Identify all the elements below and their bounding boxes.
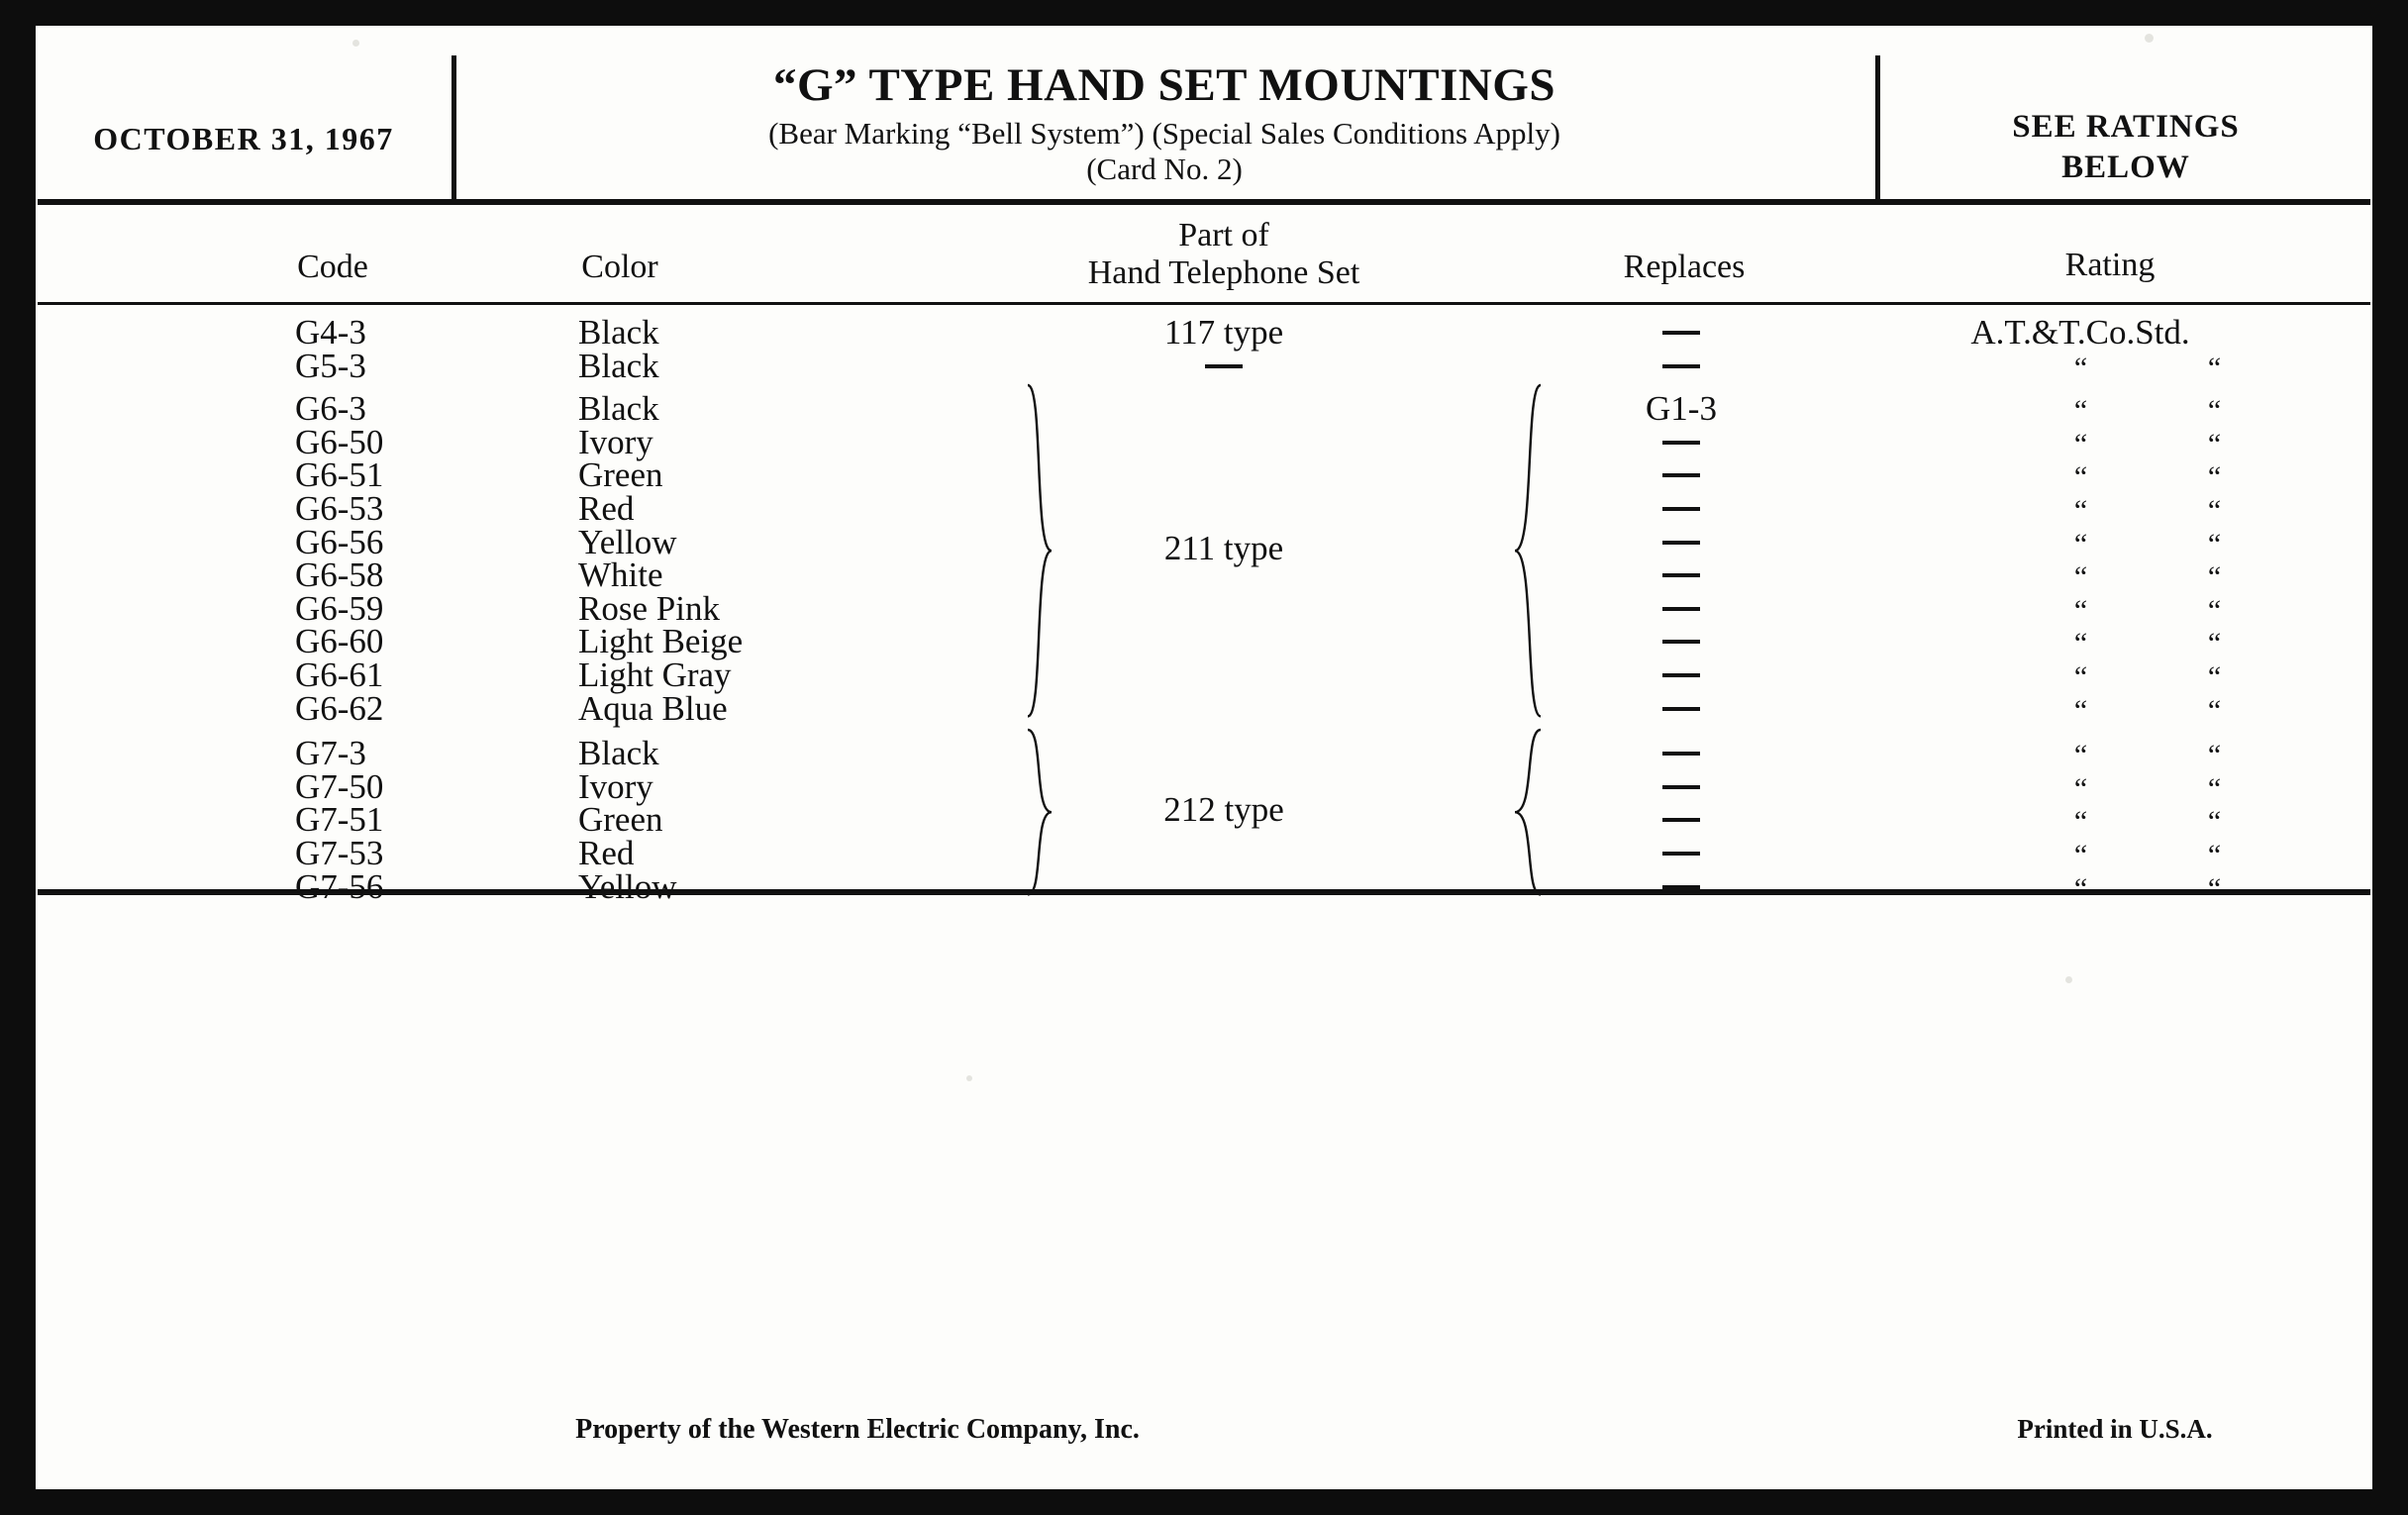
cell-code: G5-3 xyxy=(295,346,366,385)
table-row xyxy=(36,734,2372,773)
column-header-part-line1: Part of xyxy=(1178,217,1269,253)
cell-rating xyxy=(2074,347,2086,386)
ditto-mark: “ xyxy=(2073,805,2087,839)
cell-code: G6-50 xyxy=(295,422,384,461)
ratings-note xyxy=(1883,107,2368,189)
ditto-mark: “ xyxy=(2073,660,2087,693)
ditto-mark: “ xyxy=(2207,527,2221,560)
issue-date: OCTOBER 31, 1967 xyxy=(93,121,394,156)
table-row xyxy=(36,588,2372,628)
cell-code: G6-61 xyxy=(295,656,384,694)
cell-part-of-set xyxy=(1205,347,1243,386)
cell-color: Green xyxy=(578,800,663,840)
cell-code: G6-3 xyxy=(295,389,366,429)
cell-color: Ivory xyxy=(578,766,653,806)
cell-rating xyxy=(2074,689,2086,729)
paper-speckle xyxy=(2145,34,2154,43)
dash-mark xyxy=(1662,607,1700,611)
table-row xyxy=(36,688,2372,728)
ditto-mark: “ xyxy=(2207,627,2221,660)
dash-mark xyxy=(1662,673,1700,677)
cell-code: G6-60 xyxy=(295,622,384,661)
cell-rating-second xyxy=(2208,689,2220,729)
cell-code: G6-51 xyxy=(295,455,384,495)
ratings-note-line2: BELOW xyxy=(2061,150,2190,186)
card-title-quoted: “G” xyxy=(772,59,858,111)
cell-code: G6-58 xyxy=(295,556,384,595)
ditto-mark: “ xyxy=(2073,527,2087,560)
cell-color: Green xyxy=(578,455,663,495)
ditto-mark: “ xyxy=(2073,593,2087,627)
cell-color: Black xyxy=(578,389,659,429)
cell-color: Red xyxy=(578,489,635,528)
cell-code: G7-53 xyxy=(295,834,384,872)
ditto-mark: “ xyxy=(2073,394,2087,428)
ditto-mark: “ xyxy=(2073,427,2087,460)
ditto-mark: “ xyxy=(2073,627,2087,660)
cell-code: G6-59 xyxy=(295,588,384,628)
cell-color: Black xyxy=(578,313,659,352)
table-row xyxy=(36,346,2372,385)
ditto-mark: “ xyxy=(2207,871,2221,905)
printed-notice: Printed in U.S.A. xyxy=(2017,1414,2213,1444)
cell-rating-second xyxy=(2208,347,2220,386)
cell-color: Light Gray xyxy=(578,656,732,694)
paper-speckle xyxy=(2065,976,2072,983)
ditto-mark: “ xyxy=(2073,351,2087,384)
ditto-mark: “ xyxy=(2073,460,2087,494)
table-row xyxy=(36,313,2372,352)
header-center xyxy=(461,61,1867,187)
table-row xyxy=(36,389,2372,429)
cell-part-of-set: 117 type xyxy=(1163,313,1284,352)
table-body xyxy=(36,305,2372,906)
ditto-mark: “ xyxy=(2207,460,2221,494)
table-row xyxy=(36,489,2372,528)
dash-mark xyxy=(1662,507,1700,511)
ditto-mark: “ xyxy=(2207,739,2221,772)
dash-mark xyxy=(1662,441,1700,445)
catalog-card xyxy=(36,26,2372,1489)
cell-color: Aqua Blue xyxy=(578,688,728,728)
group-brace-right xyxy=(1511,383,1545,718)
group-brace-left xyxy=(1026,728,1059,896)
cell-color: Yellow xyxy=(578,866,677,906)
ditto-mark: “ xyxy=(2207,494,2221,527)
ditto-mark: “ xyxy=(2073,560,2087,594)
cell-replaces: G1-3 xyxy=(1646,389,1717,429)
cell-replaces xyxy=(1662,347,1700,386)
ditto-mark: “ xyxy=(2073,739,2087,772)
cell-color: Ivory xyxy=(578,422,653,461)
dash-mark xyxy=(1662,640,1700,644)
column-header-replaces: Replaces xyxy=(1623,249,1746,285)
cell-rating xyxy=(2074,867,2086,907)
card-subtitle-1: (Bear Marking “Bell System”) (Special Sales Conditions Apply) xyxy=(768,116,1560,152)
group-brace-right xyxy=(1511,728,1545,896)
cell-code: G6-56 xyxy=(295,522,384,561)
card-header xyxy=(36,26,2372,199)
dash-mark xyxy=(1205,364,1243,368)
ditto-mark: “ xyxy=(2073,839,2087,871)
table-row xyxy=(36,422,2372,461)
card-subtitle-2: (Card No. 2) xyxy=(1086,151,1243,186)
ditto-mark: “ xyxy=(2207,839,2221,871)
dash-mark xyxy=(1662,331,1700,335)
ratings-note-line1: SEE RATINGS xyxy=(2012,109,2240,145)
column-header-part xyxy=(956,217,1491,292)
ditto-mark: “ xyxy=(2207,427,2221,460)
card-title-rest: TYPE HAND SET MOUNTINGS xyxy=(868,59,1556,111)
group-brace-left xyxy=(1026,383,1059,718)
ditto-mark: “ xyxy=(2207,805,2221,839)
cell-color: Red xyxy=(578,834,635,872)
ditto-mark: “ xyxy=(2207,560,2221,594)
dash-mark xyxy=(1662,752,1700,756)
group-part-label: 211 type xyxy=(1163,529,1284,568)
dash-mark xyxy=(1662,852,1700,856)
table-row xyxy=(36,455,2372,495)
header-divider-left xyxy=(452,55,456,199)
dash-mark xyxy=(1662,818,1700,822)
dash-mark xyxy=(1662,473,1700,477)
ditto-mark: “ xyxy=(2207,771,2221,805)
ditto-mark: “ xyxy=(2207,593,2221,627)
ditto-mark: “ xyxy=(2073,771,2087,805)
cell-replaces xyxy=(1662,689,1700,729)
cell-color: Yellow xyxy=(578,522,677,561)
cell-rating-second xyxy=(2208,867,2220,907)
card-title xyxy=(461,61,1867,110)
ditto-mark: “ xyxy=(2207,693,2221,727)
cell-code: G7-56 xyxy=(295,866,384,906)
dash-mark xyxy=(1662,364,1700,368)
cell-color: White xyxy=(578,556,663,595)
ditto-mark: “ xyxy=(2073,494,2087,527)
column-header-rating: Rating xyxy=(2064,247,2156,283)
dash-mark xyxy=(1662,573,1700,577)
table-row xyxy=(36,866,2372,906)
dash-mark xyxy=(1662,885,1700,889)
table-column-headers xyxy=(36,205,2372,302)
cell-color: Black xyxy=(578,346,659,385)
ditto-mark: “ xyxy=(2207,394,2221,428)
ditto-mark: “ xyxy=(2207,660,2221,693)
paper-speckle xyxy=(966,1075,972,1081)
ditto-mark: “ xyxy=(2207,351,2221,384)
dash-mark xyxy=(1662,541,1700,545)
table-row xyxy=(36,834,2372,872)
cell-code: G4-3 xyxy=(295,313,366,352)
cell-color: Light Beige xyxy=(578,622,744,661)
table-row xyxy=(36,622,2372,661)
cell-code: G7-51 xyxy=(295,800,384,840)
ditto-mark: “ xyxy=(2073,871,2087,905)
ditto-mark: “ xyxy=(2073,693,2087,727)
parts-table xyxy=(36,205,2372,906)
cell-code: G7-50 xyxy=(295,766,384,806)
cell-code: G7-3 xyxy=(295,734,366,773)
paper-speckle xyxy=(352,40,359,47)
group-part-label: 212 type xyxy=(1163,790,1284,830)
card-footer xyxy=(36,1414,2372,1454)
cell-code: G6-53 xyxy=(295,489,384,528)
column-header-code: Code xyxy=(297,249,368,285)
dash-mark xyxy=(1662,707,1700,711)
property-notice: Property of the Western Electric Company, Inc. xyxy=(575,1414,1140,1445)
cell-color: Rose Pink xyxy=(578,588,720,628)
column-header-part-line2: Hand Telephone Set xyxy=(1087,254,1360,292)
header-divider-right xyxy=(1875,55,1880,199)
table-row xyxy=(36,656,2372,694)
cell-code: G6-62 xyxy=(295,688,384,728)
dash-mark xyxy=(1662,785,1700,789)
cell-rating: A.T.&T.Co.Std. xyxy=(1970,313,2190,352)
cell-replaces xyxy=(1662,867,1700,907)
column-header-color: Color xyxy=(581,249,658,285)
cell-color: Black xyxy=(578,734,659,773)
